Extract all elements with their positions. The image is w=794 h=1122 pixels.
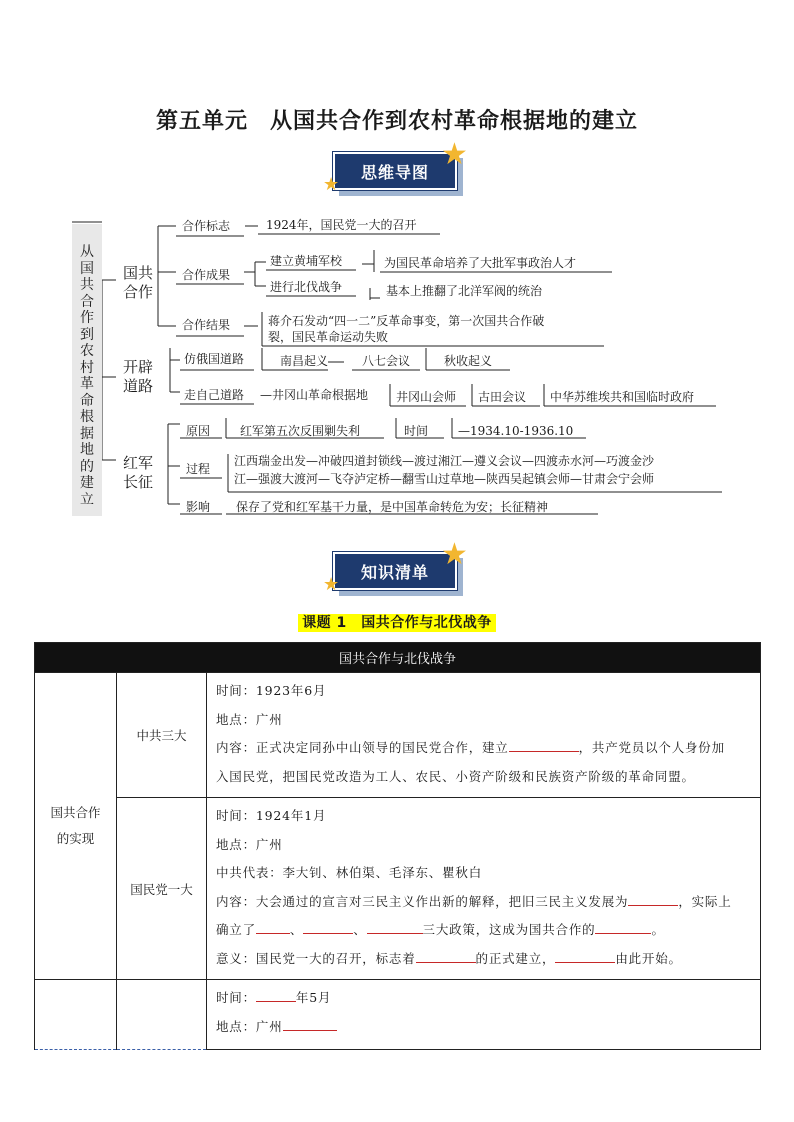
row-category [35, 980, 117, 1050]
node-step: 南昌起义 [280, 354, 329, 368]
row-time: 时间：1923年6月 [216, 683, 327, 698]
table-row [35, 798, 761, 980]
answer-blank[interactable] [416, 950, 476, 963]
title-unit: 第五单元 [155, 109, 248, 134]
node-content: 红军第五次反围剿失利 [240, 424, 361, 438]
row-text [216, 945, 752, 974]
branch-longmarch [118, 454, 158, 492]
table-row [35, 673, 761, 798]
node-content: 江西瑞金出发—冲破四道封锁线—渡过湘江—遵义会议—四渡赤水河—巧渡金沙 [234, 454, 655, 468]
branch-label: 红军长征 [122, 454, 153, 491]
node-step: 古田会议 [478, 390, 527, 404]
text-part: ，共产党员以个人身份加 [578, 740, 725, 755]
answer-blank[interactable] [595, 921, 651, 934]
node-step: 中华苏维埃共和国临时政府 [550, 390, 695, 404]
row-place [216, 1013, 752, 1042]
answer-blank[interactable] [628, 893, 678, 906]
lesson-title-label: 课题 1 国共合作与北伐战争 [298, 614, 496, 632]
row-time: 时间：1924年1月 [216, 808, 327, 823]
node-label: 进行北伐战争 [270, 280, 343, 294]
node-content: —1934.10-1936.10 [458, 424, 574, 438]
row-content [207, 980, 761, 1050]
node-label: 仿俄国道路 [184, 352, 245, 366]
text-part: 、 [353, 922, 367, 937]
text-part: 意义：国民党一大的召开，标志着 [216, 950, 416, 966]
text-part: 时间： [216, 990, 256, 1005]
answer-blank[interactable] [256, 989, 296, 1002]
star-icon: ★ [441, 537, 468, 572]
node-step: 秋收起义 [444, 354, 493, 368]
row-text [216, 916, 752, 945]
node-label: 影响 [186, 500, 211, 514]
text-part: 地点：广州 [216, 1018, 283, 1034]
mindmap-root [72, 224, 102, 516]
text-part: 的正式建立， [475, 950, 556, 966]
branch-label: 开辟道路 [122, 358, 153, 395]
node-time: 1934.10-1936.10 [470, 424, 574, 438]
node-label: 合作标志 [182, 219, 231, 233]
answer-blank[interactable] [283, 1018, 337, 1031]
row-reps: 中共代表：李大钊、林伯渠、毛泽东、瞿秋白 [216, 865, 483, 880]
node-label: 时间 [404, 424, 429, 438]
node-content: 江—强渡大渡河—飞夺泸定桥—翻雪山过草地—陕西吴起镇会师—甘肃会宁会师 [234, 472, 655, 486]
text-part: 三大政策，这成为国共合作的 [422, 922, 596, 937]
text-part: 确立了 [216, 922, 256, 937]
node-label: 过程 [186, 462, 211, 476]
row-name [117, 980, 207, 1050]
row-text [216, 734, 752, 763]
row-name: 国民党一大 [117, 798, 207, 980]
node-label: 原因 [186, 424, 211, 438]
node-content: 蒋介石发动“四一二”反革命事变，第一次国共合作破 [268, 314, 545, 328]
node-step: —井冈山革命根据地 [260, 388, 369, 402]
text-part: 由此开始。 [615, 950, 682, 966]
lesson-title [0, 612, 794, 632]
category-label: 国共合作的实现 [50, 805, 101, 846]
mindmap-badge-label: 思维导图 [333, 152, 457, 190]
text-part: 年5月 [295, 990, 332, 1005]
node-step-text: 井冈山革命根据地 [272, 388, 369, 402]
star-icon: ★ [323, 174, 340, 195]
node-step: 八七会议 [362, 354, 411, 368]
node-step: 井冈山会师 [396, 390, 457, 404]
row-text [216, 888, 752, 917]
node-content: 基本上推翻了北洋军阀的统治 [386, 284, 543, 298]
answer-blank[interactable] [303, 921, 353, 934]
row-category [35, 673, 117, 980]
node-content: 为国民革命培养了大批军事政治人才 [384, 256, 577, 270]
knowledge-table [34, 642, 761, 1050]
branch-label: 国共合作 [122, 264, 153, 301]
table-row [35, 980, 761, 1050]
row-content [207, 798, 761, 980]
branch-road [118, 358, 158, 396]
branch-cooperation [118, 264, 158, 302]
table-header: 国共合作与北伐战争 [35, 643, 761, 673]
row-place: 地点：广州 [216, 836, 283, 852]
page-title [0, 104, 794, 135]
answer-blank[interactable] [256, 921, 290, 934]
answer-blank[interactable] [555, 950, 615, 963]
text-part: 内容：大会通过的宣言对三民主义作出新的解释，把旧三民主义发展为 [216, 893, 629, 909]
answer-blank[interactable] [509, 739, 579, 752]
node-content: 保存了党和红军基干力量，是中国革命转危为安；长征精神 [236, 500, 549, 514]
node-label: 合作结果 [182, 318, 231, 332]
knowledge-badge-label: 知识清单 [333, 552, 457, 590]
text-part: ，实际上 [678, 893, 732, 909]
knowledge-badge [323, 537, 468, 596]
node-label: 走自己道路 [184, 388, 245, 402]
node-label: 建立黄埔军校 [270, 254, 343, 268]
row-time [216, 984, 752, 1013]
row-text: 入国民党，把国民党改造为工人、农民、小资产阶级和民族资产阶级的革命同盟。 [216, 768, 695, 784]
text-part: 、 [289, 922, 304, 937]
star-icon: ★ [323, 574, 340, 595]
row-name: 中共三大 [117, 673, 207, 798]
row-content [207, 673, 761, 798]
title-topic: 从国共合作到农村革命根据地的建立 [270, 109, 639, 134]
text-part: 。 [651, 922, 665, 937]
node-content: 裂，国民革命运动失败 [268, 330, 389, 344]
node-content: 1924年，国民党一大的召开 [266, 218, 417, 232]
mindmap-root-label: 从国共合作到农村革命根据地的建立 [80, 244, 94, 508]
node-label: 合作成果 [182, 268, 231, 282]
answer-blank[interactable] [367, 921, 423, 934]
row-place: 地点：广州 [216, 711, 283, 727]
mindmap-badge [323, 137, 468, 196]
text-part: 内容：正式决定同孙中山领导的国民党合作，建立 [216, 740, 509, 755]
star-icon: ★ [441, 137, 468, 172]
